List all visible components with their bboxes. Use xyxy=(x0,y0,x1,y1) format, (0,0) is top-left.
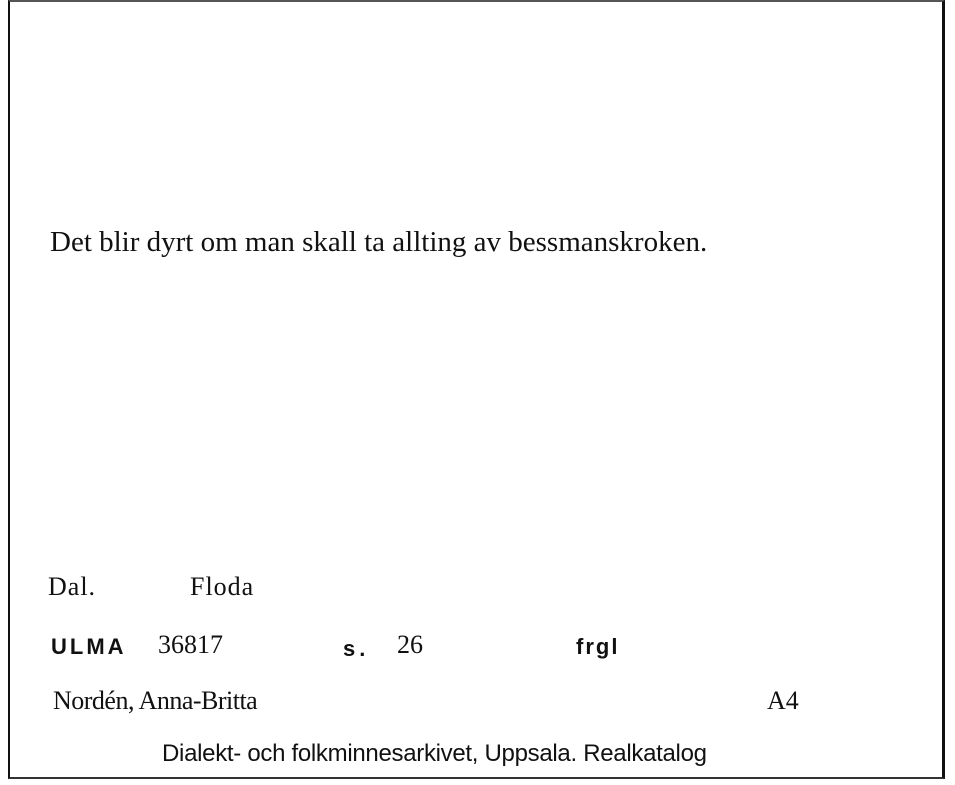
footer: Dialekt- och folkminnesarkivet, Uppsala. Realkatalog xyxy=(162,740,707,767)
page-number: 26 xyxy=(397,630,423,659)
region: Dal. xyxy=(48,572,97,601)
page-label: s. xyxy=(343,636,370,661)
parish: Floda xyxy=(190,572,255,601)
collector: Nordén, Anna-Britta xyxy=(53,686,258,715)
category: frgl xyxy=(576,634,620,659)
archive-card xyxy=(8,0,945,779)
format: A4 xyxy=(767,686,799,715)
main-text: Det blir dyrt om man skall ta allting av bessmanskroken. xyxy=(50,226,708,258)
archive-number: 36817 xyxy=(158,630,223,659)
archive-label: ULMA xyxy=(51,634,127,659)
